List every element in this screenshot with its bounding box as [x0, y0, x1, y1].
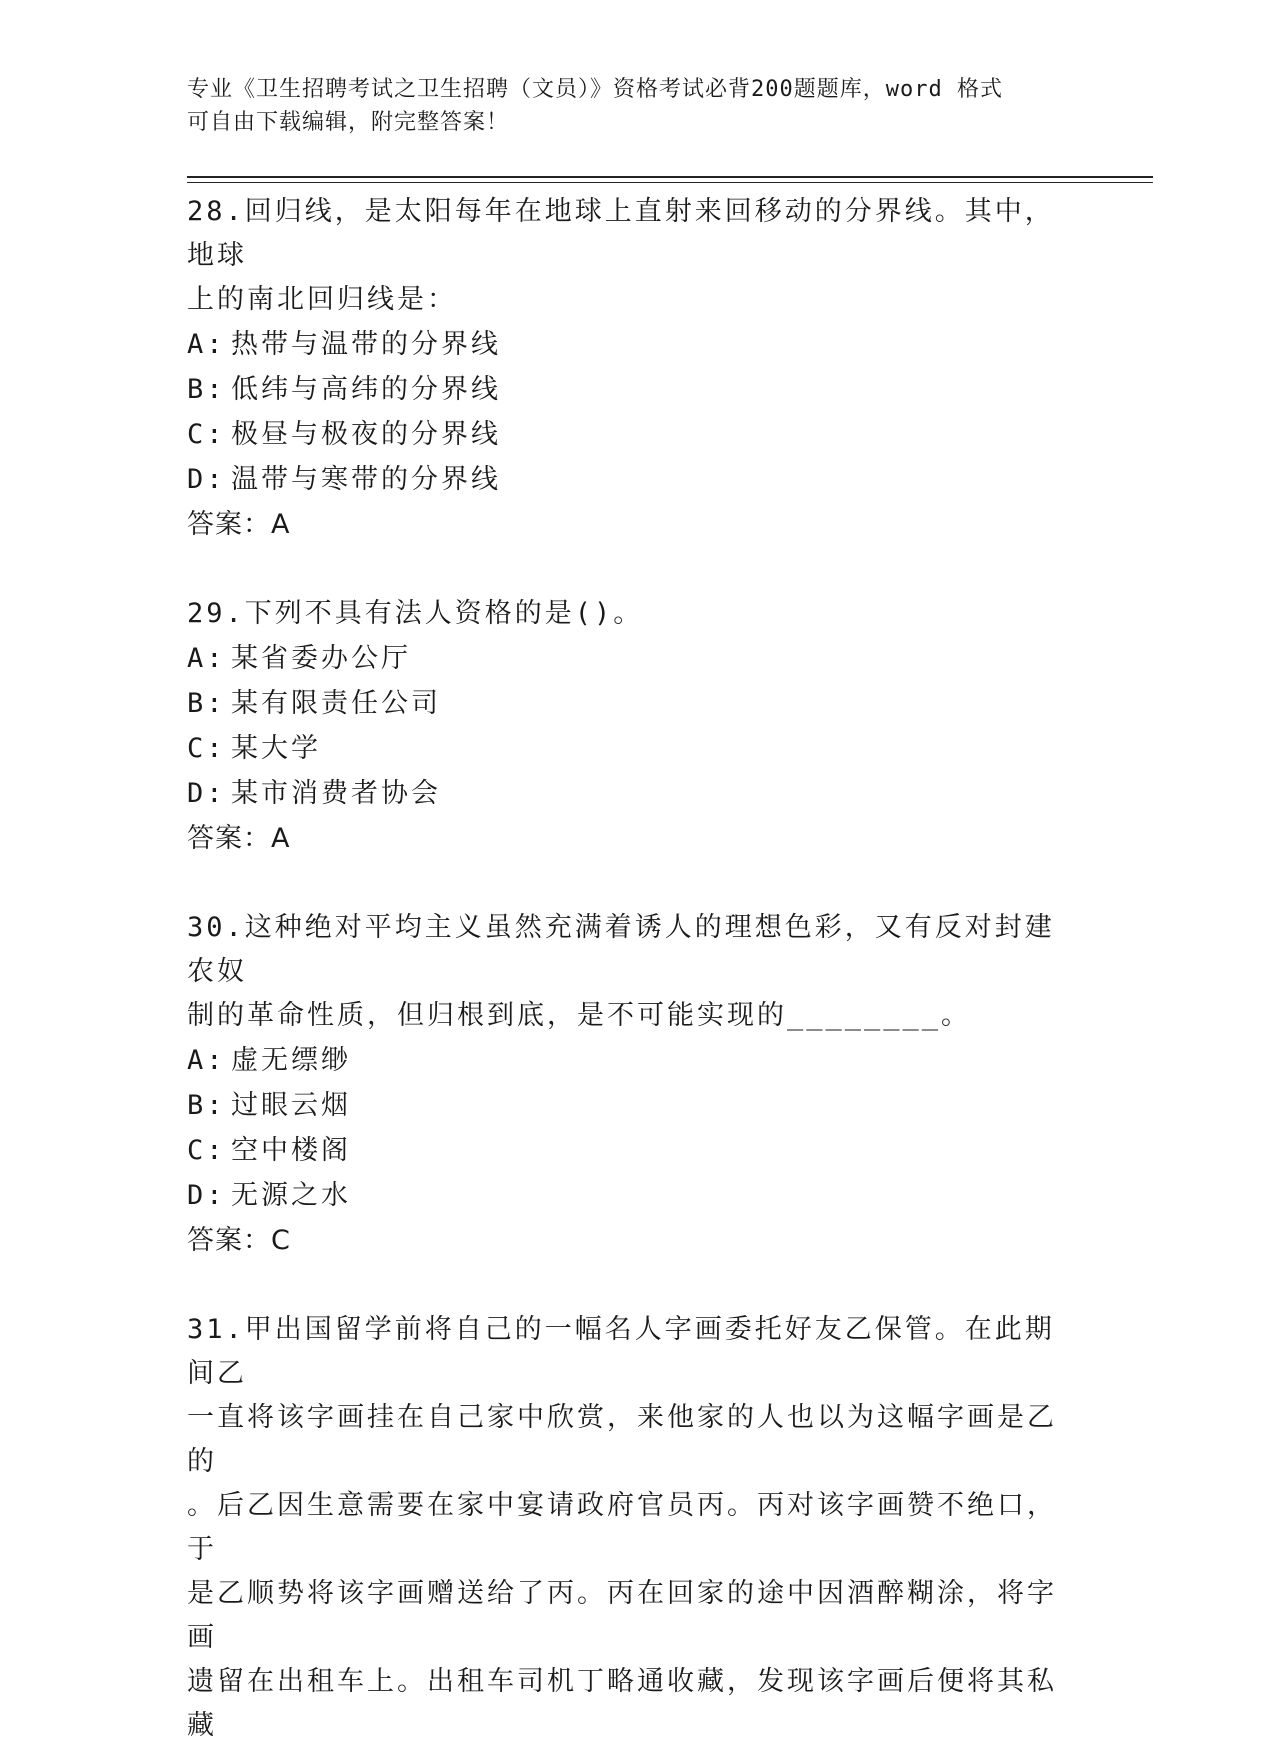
option-key: B: [187, 688, 226, 719]
option-text: 热带与温带的分界线 [231, 329, 501, 360]
document-header [187, 73, 1077, 139]
option-text: 温带与寒带的分界线 [231, 464, 501, 495]
answer-line: 答案：C [187, 1225, 291, 1256]
option-b [187, 1083, 1077, 1128]
question-list [187, 190, 1077, 1748]
question-stem-line: 一直将该字画挂在自己家中欣赏，来他家的人也以为这幅字画是乙的 [187, 1402, 1057, 1477]
option-key: A: [187, 643, 226, 674]
option-d [187, 457, 1077, 502]
question-30 [187, 906, 1077, 1264]
option-c [187, 1128, 1077, 1173]
option-c [187, 726, 1077, 771]
option-text: 过眼云烟 [231, 1090, 351, 1121]
option-b [187, 367, 1077, 412]
option-key: D: [187, 1180, 226, 1211]
option-text: 低纬与高纬的分界线 [231, 374, 501, 405]
question-stem-line: 是乙顺势将该字画赠送给了丙。丙在回家的途中因酒醉糊涂，将字画 [187, 1578, 1057, 1653]
option-a [187, 636, 1077, 681]
question-31 [187, 1308, 1077, 1748]
question-28 [187, 190, 1077, 548]
option-key: C: [187, 419, 226, 450]
option-key: C: [187, 1135, 226, 1166]
question-stem-line: 31.甲出国留学前将自己的一幅名人字画委托好友乙保管。在此期间乙 [187, 1314, 1055, 1389]
option-text: 某有限责任公司 [231, 688, 441, 719]
header-line-1: 专业《卫生招聘考试之卫生招聘（文员）》资格考试必背200题题库，word 格式 [187, 77, 1003, 102]
option-key: C: [187, 733, 226, 764]
option-key: D: [187, 464, 226, 495]
option-key: B: [187, 1090, 226, 1121]
question-stem-line: 29.下列不具有法人资格的是()。 [187, 598, 644, 629]
question-stem-line: 30.这种绝对平均主义虽然充满着诱人的理想色彩，又有反对封建农奴 [187, 912, 1055, 987]
option-text: 虚无缥缈 [231, 1045, 351, 1076]
question-stem-line: 28.回归线，是太阳每年在地球上直射来回移动的分界线。其中，地球 [187, 196, 1055, 271]
question-29 [187, 592, 1077, 862]
option-a [187, 1038, 1077, 1083]
option-d [187, 771, 1077, 816]
header-rule-thick [187, 176, 1153, 178]
option-text: 空中楼阁 [231, 1135, 351, 1166]
option-key: A: [187, 1045, 226, 1076]
answer-line: 答案：A [187, 823, 291, 854]
question-stem-line: 遗留在出租车上。出租车司机丁略通收藏，发现该字画后便将其私藏 [187, 1666, 1057, 1741]
option-key: D: [187, 778, 226, 809]
option-text: 某大学 [231, 733, 321, 764]
option-d [187, 1173, 1077, 1218]
option-c [187, 412, 1077, 457]
option-key: A: [187, 329, 226, 360]
option-text: 某市消费者协会 [231, 778, 441, 809]
option-key: B: [187, 374, 226, 405]
option-text: 极昼与极夜的分界线 [231, 419, 501, 450]
option-a [187, 322, 1077, 367]
question-stem-line: 制的革命性质，但归根到底，是不可能实现的________。 [187, 1000, 972, 1031]
option-b [187, 681, 1077, 726]
option-text: 某省委办公厅 [231, 643, 411, 674]
option-text: 无源之水 [231, 1180, 351, 1211]
question-stem-line: 。后乙因生意需要在家中宴请政府官员丙。丙对该字画赞不绝口，于 [187, 1490, 1057, 1565]
header-rule-thin [187, 182, 1153, 183]
answer-line: 答案：A [187, 509, 291, 540]
question-stem-line: 上的南北回归线是： [187, 284, 457, 315]
header-line-2: 可自由下载编辑，附完整答案！ [187, 110, 510, 135]
